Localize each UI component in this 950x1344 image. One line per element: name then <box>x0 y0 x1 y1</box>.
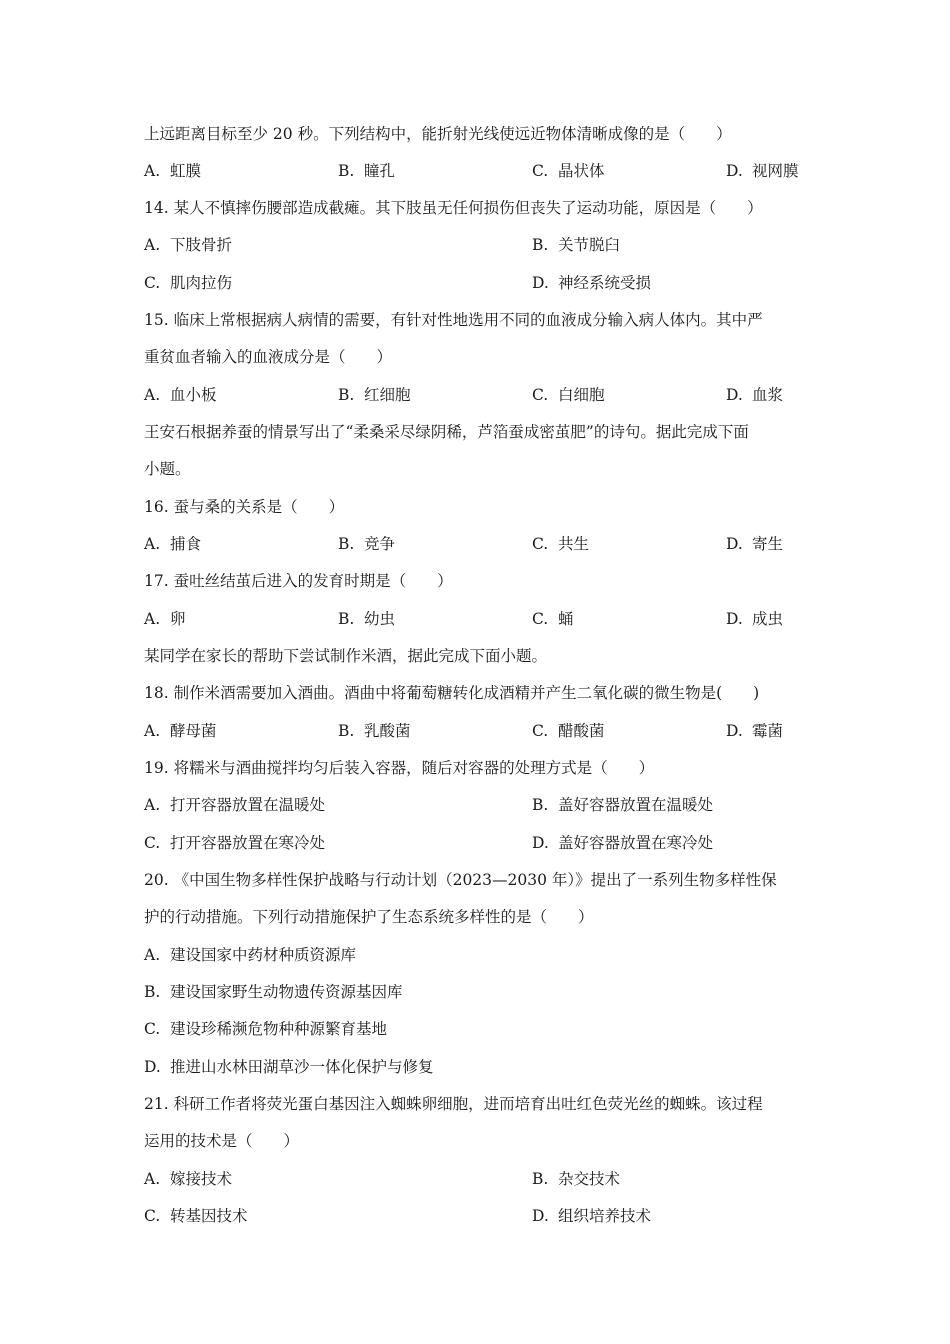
q20-option-c <box>144 1019 814 1039</box>
q17-option-a: A. 卵 <box>144 610 186 628</box>
q19-option-d: D. 盖好容器放置在寒冷处 <box>532 834 714 852</box>
q19-option-a: A. 打开容器放置在温暖处 <box>144 796 326 814</box>
q21-options-row1 <box>144 1169 814 1189</box>
q17-stem: 17. 蚕吐丝结茧后进入的发育时期是（ ） <box>144 572 453 590</box>
q13-option-d: D. 视网膜 <box>726 162 799 180</box>
q18-options <box>144 721 814 741</box>
q19-option-c: C. 打开容器放置在寒冷处 <box>144 834 326 852</box>
q14-stem: 14. 某人不慎摔伤腰部造成截瘫。其下肢虽无任何损伤但丧失了运动功能，原因是（ ） <box>144 199 763 217</box>
q21-option-a: A. 嫁接技术 <box>144 1170 233 1188</box>
q20-option-d <box>144 1057 814 1077</box>
q13-stem: 上远距离目标至少 20 秒。下列结构中，能折射光线使远近物体清晰成像的是（ ） <box>144 125 732 143</box>
intro-16-17-line1: 王安石根据养蚕的情景写出了“柔桑采尽绿阴稀，芦箔蚕成密茧肥”的诗句。据此完成下面 <box>144 423 749 441</box>
q17-option-b: B. 幼虫 <box>338 610 396 628</box>
q14-option-c: C. 肌肉拉伤 <box>144 274 233 292</box>
q20-option-b-content: B. 建设国家野生动物遗传资源基因库 <box>144 983 403 1001</box>
q21-option-d: D. 组织培养技术 <box>532 1207 652 1225</box>
q16-option-b: B. 竞争 <box>338 535 396 553</box>
q21-option-b: B. 杂交技术 <box>532 1170 621 1188</box>
q18-stem: 18. 制作米酒需要加入酒曲。酒曲中将葡萄糖转化成酒精并产生二氧化碳的微生物是( ) <box>144 684 760 702</box>
q16-option-c: C. 共生 <box>532 535 590 553</box>
q20-option-c-content: C. 建设珍稀濒危物种种源繁育基地 <box>144 1020 388 1038</box>
q20-stem-line2: 护的行动措施。下列行动措施保护了生态系统多样性的是（ ） <box>144 908 594 926</box>
q16-option-a: A. 捕食 <box>144 535 202 553</box>
q14-option-b: B. 关节脱臼 <box>532 236 621 254</box>
q19-options-row1 <box>144 795 814 815</box>
q16-stem: 16. 蚕与桑的关系是（ ） <box>144 498 345 516</box>
q13-option-c: C. 晶状体 <box>532 162 605 180</box>
q19-stem: 19. 将糯米与酒曲搅拌均匀后装入容器，随后对容器的处理方式是（ ） <box>144 759 655 777</box>
q18-option-d: D. 霉菌 <box>726 722 784 740</box>
q15-options <box>144 385 814 405</box>
q20-option-a <box>144 945 814 965</box>
q20-option-b <box>144 982 814 1002</box>
q15-option-d: D. 血浆 <box>726 386 784 404</box>
q15-stem-line2: 重贫血者输入的血液成分是（ ） <box>144 348 393 366</box>
intro-18-19: 某同学在家长的帮助下尝试制作米酒，据此完成下面小题。 <box>144 647 548 665</box>
q15-option-a: A. 血小板 <box>144 386 217 404</box>
q16-option-d: D. 寄生 <box>726 535 784 553</box>
q20-stem-line1: 20. 《中国生物多样性保护战略与行动计划（2023—2030 年）》提出了一系列生物多样性保 <box>144 871 777 889</box>
q15-option-c: C. 白细胞 <box>532 386 605 404</box>
q14-option-a: A. 下肢骨折 <box>144 236 233 254</box>
q18-option-b: B. 乳酸菌 <box>338 722 411 740</box>
q17-option-d: D. 成虫 <box>726 610 784 628</box>
q17-options <box>144 609 814 629</box>
q21-options-row2 <box>144 1206 814 1226</box>
q13-option-b: B. 瞳孔 <box>338 162 396 180</box>
q13-options <box>144 161 814 181</box>
q17-option-c: C. 蛹 <box>532 610 574 628</box>
q18-option-c: C. 醋酸菌 <box>532 722 605 740</box>
q19-options-row2 <box>144 833 814 853</box>
q14-options-row2 <box>144 273 814 293</box>
q21-stem-line2: 运用的技术是（ ） <box>144 1132 300 1150</box>
q18-option-a: A. 酵母菌 <box>144 722 217 740</box>
q16-options <box>144 534 814 554</box>
q21-option-c: C. 转基因技术 <box>144 1207 248 1225</box>
intro-16-17-line2: 小题。 <box>144 460 191 478</box>
q14-option-d: D. 神经系统受损 <box>532 274 652 292</box>
q20-option-d-content: D. 推进山水林田湖草沙一体化保护与修复 <box>144 1058 434 1076</box>
q21-stem-line1: 21. 科研工作者将荧光蛋白基因注入蜘蛛卵细胞，进而培育出吐红色荧光丝的蜘蛛。该过程 <box>144 1095 763 1113</box>
q15-stem-line1: 15. 临床上常根据病人病情的需要，有针对性地选用不同的血液成分输入病人体内。其中严 <box>144 311 763 329</box>
q15-option-b: B. 红细胞 <box>338 386 411 404</box>
q19-option-b: B. 盖好容器放置在温暖处 <box>532 796 714 814</box>
q20-option-a-content: A. 建设国家中药材种质资源库 <box>144 946 357 964</box>
q14-options-row1 <box>144 235 814 255</box>
q13-option-a: A. 虹膜 <box>144 162 202 180</box>
